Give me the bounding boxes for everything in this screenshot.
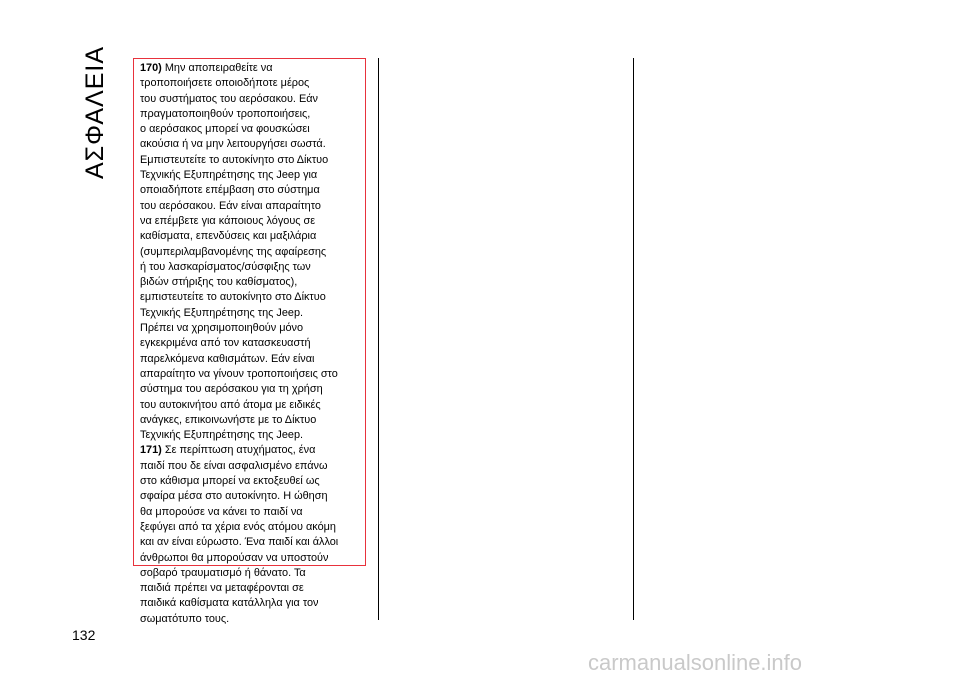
warning-text: εγκεκριμένα από τον κατασκευαστή: [140, 337, 311, 350]
warning-line: [140, 428, 361, 443]
warning-line: [140, 168, 361, 183]
warning-line: [140, 382, 361, 397]
warning-text: απαραίτητο να γίνουν τροποποιήσεις στο: [140, 367, 338, 380]
warning-text: ή του λασκαρίσματος/σύσφιξης των: [140, 260, 311, 273]
warning-line: [140, 367, 361, 382]
warning-line: [140, 199, 361, 214]
warning-box: [133, 58, 366, 625]
warning-line: [140, 336, 361, 351]
warning-line: [140, 153, 361, 168]
warning-text: καθίσματα, επενδύσεις και μαξιλάρια: [140, 230, 317, 243]
warning-line: [140, 520, 361, 535]
warning-text: πραγματοποιηθούν τροποποιήσεις,: [140, 107, 311, 120]
warning-text: παιδί που δε είναι ασφαλισμένο επάνω: [140, 459, 328, 472]
warning-text: παιδιά πρέπει να μεταφέρονται σε: [140, 582, 304, 595]
warning-line: [140, 443, 361, 458]
warning-line: [140, 321, 361, 336]
warning-text: Εμπιστευτείτε το αυτοκίνητο στο Δίκτυο: [140, 153, 329, 166]
page-number: 132: [72, 627, 96, 643]
warning-text: οποιαδήποτε επέμβαση στο σύστημα: [140, 184, 320, 197]
warning-text: και αν είναι εύρωστο. Ένα παιδί και άλλοι: [140, 536, 339, 549]
warning-line: [140, 489, 361, 504]
warning-line: [140, 596, 361, 611]
warning-line: [140, 413, 361, 428]
warning-line: [140, 566, 361, 581]
warning-text: Τεχνικής Εξυπηρέτησης της Jeep.: [140, 429, 304, 442]
warning-line: [140, 92, 361, 107]
warning-text: Σε περίπτωση ατυχήματος, ένα: [164, 444, 316, 457]
warning-text: (συμπεριλαμβανομένης της αφαίρεσης: [140, 245, 327, 258]
section-title-text: ΑΣΦΑΛΕΙΑ: [81, 45, 110, 179]
warning-line: [140, 275, 361, 290]
warning-line: [140, 398, 361, 413]
warning-line: [140, 76, 361, 91]
watermark: carmanualsonline.info: [588, 650, 803, 675]
warning-text: σφαίρα μέσα στο αυτοκίνητο. Η ώθηση: [140, 490, 328, 503]
column-divider-left: [378, 58, 379, 620]
warning-line: [140, 260, 361, 275]
warning-text: σύστημα του αερόσακου για τη χρήση: [140, 383, 323, 396]
warning-text: άνθρωποι θα μπορούσαν να υποστούν: [140, 551, 329, 564]
warning-line: [140, 551, 361, 566]
warning-text: τροποποιήσετε οποιοδήποτε μέρος: [140, 77, 310, 90]
warning-text: σωματότυπο τους.: [140, 612, 230, 625]
warning-text: ξεφύγει από τα χέρια ενός ατόμου ακόμη: [140, 520, 336, 533]
warning-text: του αυτοκινήτου από άτομα με ειδικές: [140, 398, 321, 411]
warning-line: [140, 214, 361, 229]
warning-line: [140, 352, 361, 367]
warning-line: [140, 535, 361, 550]
warning-line: [140, 290, 361, 305]
warning-line: [140, 137, 361, 152]
warning-line: [140, 474, 361, 489]
warning-number: 171): [140, 444, 162, 457]
warning-line: [140, 459, 361, 474]
warning-text: Μην αποπειραθείτε να: [164, 62, 273, 74]
warning-text: Τεχνικής Εξυπηρέτησης της Jeep.: [140, 306, 304, 319]
warning-text: σοβαρό τραυματισμό ή θάνατο. Τα: [140, 566, 306, 579]
warning-text: θα μπορούσε να κάνει το παιδί να: [140, 505, 303, 518]
warning-text: Τεχνικής Εξυπηρέτησης της Jeep για: [140, 169, 318, 182]
warning-text: εμπιστευτείτε το αυτοκίνητο στο Δίκτυο: [140, 291, 326, 304]
warning-text: ο αερόσακος μπορεί να φουσκώσει: [140, 123, 310, 136]
warning-line: [140, 505, 361, 520]
warning-text: του συστήματος του αερόσακου. Εάν: [140, 92, 318, 105]
warning-text: παρελκόμενα καθισμάτων. Εάν είναι: [140, 352, 315, 365]
section-title: [78, 45, 114, 179]
warning-line: [140, 306, 361, 321]
warning-text: στο κάθισμα μπορεί να εκτοξευθεί ως: [140, 475, 320, 488]
warning-number: 170): [140, 62, 162, 74]
warning-line: [140, 107, 361, 122]
column-divider-right: [633, 58, 634, 620]
warning-text: βιδών στήριξης του καθίσματος),: [140, 276, 298, 289]
warning-line: [140, 245, 361, 260]
warning-line: [140, 229, 361, 244]
warning-line: [140, 122, 361, 137]
warning-line: [140, 183, 361, 198]
warning-line: [140, 581, 361, 596]
warning-text: να επέμβετε για κάποιους λόγους σε: [140, 214, 316, 227]
warning-text: ανάγκες, επικοινωνήστε με το Δίκτυο: [140, 413, 317, 426]
warning-text: του αερόσακου. Εάν είναι απαραίτητο: [140, 199, 321, 212]
warning-line: [140, 61, 361, 76]
warning-text: παιδικά καθίσματα κατάλληλα για τον: [140, 597, 319, 610]
warning-text: ακούσια ή να μην λειτουργήσει σωστά.: [140, 138, 326, 151]
warning-line: [140, 612, 361, 627]
warning-text: Πρέπει να χρησιμοποιηθούν μόνο: [140, 322, 304, 335]
